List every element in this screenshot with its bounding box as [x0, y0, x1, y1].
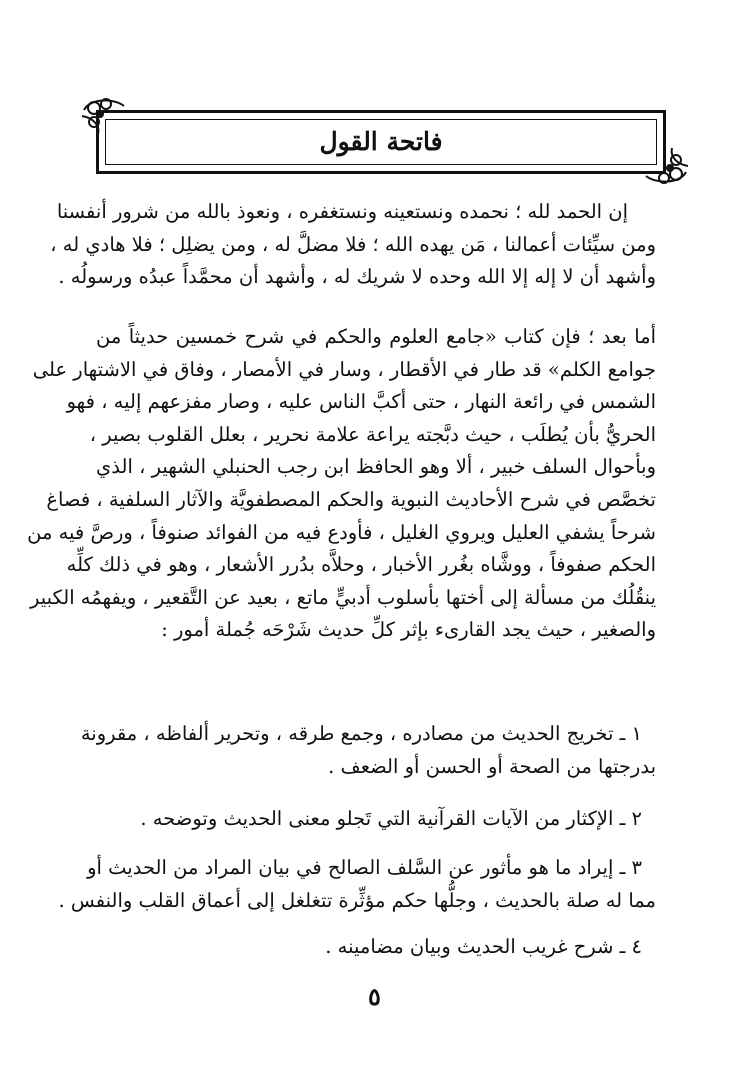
text-line: إن الحمد لله ؛ نحمده ونستعينه ونستغفره ، ونعوذ بالله من شرور أنفسنا: [56, 200, 628, 223]
text-line: ينقُلُك من مسألة إلى أختها بأسلوب أدبيٍّ ماتع ، بعيد عن التَّقعير ، ويفهمُه الكبير: [29, 585, 656, 609]
text-line: ومن سيِّئات أعمالنا ، مَن يهده الله ؛ فلا مضلَّ له ، ومن يضلِل ؛ فلا هادي له ،: [50, 232, 656, 256]
text-line: شرحاً يشفي العليل ويروي الغليل ، فأودع فيه من الفوائد صنوفاً ، ورصَّ فيه من: [27, 520, 656, 544]
header-frame: [96, 110, 666, 174]
paragraph-opening: [50, 196, 656, 294]
list-item-1: [80, 718, 656, 783]
text-line: الشمس في رائعة النهار ، حتى أكبَّ الناس عليه ، وصار مفزعهم إليه ، فهو: [66, 390, 656, 414]
paragraph-main: [27, 321, 656, 647]
text-line: ٣ ـ إيراد ما هو مأثور عن السَّلف الصالح في بيان المراد من الحديث أو: [87, 856, 642, 879]
text-line: والصغير ، حيث يجد القارىء بإثر كلِّ حديث شَرْحَه جُملة أمور :: [161, 618, 656, 642]
page-number: ٥: [368, 982, 381, 1011]
text-line: ١ ـ تخريج الحديث من مصادره ، وجمع طرقه ، وتحرير ألفاظه ، مقرونة: [80, 722, 642, 745]
text-line: وأشهد أن لا إله إلا الله وحده لا شريك له ، وأشهد أن محمَّداً عبدُه ورسولُه .: [58, 265, 656, 289]
page-title: فاتحة القول: [319, 127, 443, 156]
text-line: أما بعد ؛ فإن كتاب «جامع العلوم والحكم في شرح خمسين حديثاً من: [96, 325, 656, 348]
text-line: مما له صلة بالحديث ، وجلُّها حكم مؤثِّرة تتغلغل إلى أعماق القلب والنفس .: [58, 888, 656, 912]
text-line: وبأحوال السلف خبير ، ألا وهو الحافظ ابن رجب الحنبلي الشهير ، الذي: [96, 455, 656, 479]
corner-ornament-icon: [630, 146, 690, 190]
list-item-4: [96, 931, 656, 964]
text-line: تخصَّص في شرح الأحاديث النبوية والحكم المصطفويَّة والآثار السلفية ، فصاغ: [46, 487, 656, 511]
text-line: جوامع الكلم» قد طار في الأقطار ، وسار في الأمصار ، وفاق في الاشتهار على: [32, 357, 656, 381]
text-line: الحكم صفوفاً ، ووشَّاه بغُرر الأخبار ، وحلاَّه بدُرر الأشعار ، وهو في ذلك كلِّه: [66, 553, 656, 577]
text-line: ٤ ـ شرح غريب الحديث وبيان مضامينه .: [325, 935, 642, 958]
list-item-2: [96, 803, 656, 836]
text-line: ٢ ـ الإكثار من الآيات القرآنية التي تَجلو معنى الحديث وتوضحه .: [140, 807, 642, 830]
text-line: بدرجتها من الصحة أو الحسن أو الضعف .: [328, 754, 656, 778]
text-line: الحريُّ بأن يُطلَب ، حيث دبَّجته يراعة علامة نحرير ، بعلل القلوب بصير ،: [89, 422, 656, 446]
list-item-3: [58, 852, 656, 917]
